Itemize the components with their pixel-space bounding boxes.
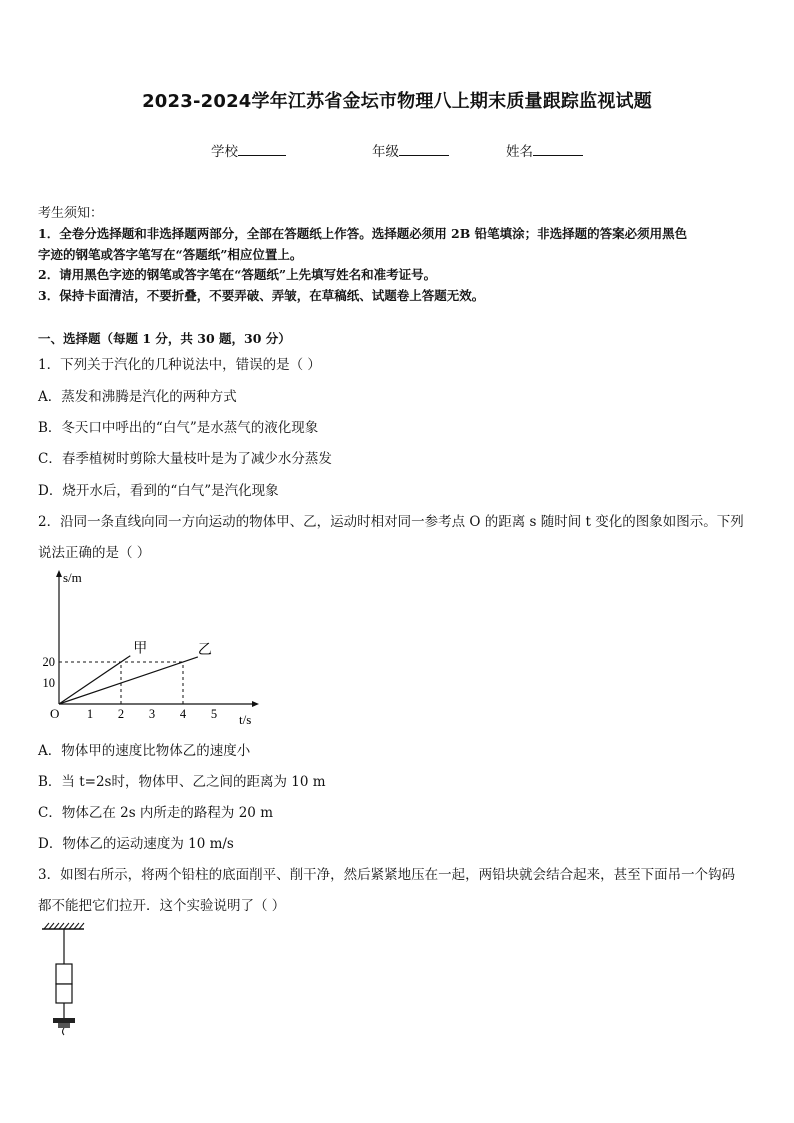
question-3-stem: 3．如图右所示，将两个铅柱的底面削平、削干净，然后紧紧地压在一起，两铅块就会结合起来，甚至下面吊一个钩码 xyxy=(38,867,736,883)
school-blank[interactable] xyxy=(238,141,286,156)
hook-weight-top xyxy=(53,1018,75,1023)
st-graph xyxy=(36,566,276,732)
series-line xyxy=(59,656,130,704)
question-1-option-b: B．冬天口中呼出的“白气”是水蒸气的液化现象 xyxy=(38,420,319,436)
x-axis-label: t/s xyxy=(239,712,252,727)
section-title: 一、选择题（每题 1 分，共 30 题，30 分） xyxy=(38,331,291,346)
grade-label: 年级 xyxy=(372,144,399,160)
y-tick-label: 20 xyxy=(42,655,55,669)
series-label: 甲 xyxy=(133,641,148,657)
y-axis-label: s/m xyxy=(63,570,82,585)
question-3-stem-cont: 都不能把它们拉开．这个实验说明了（ ） xyxy=(38,898,286,914)
series-label: 乙 xyxy=(197,642,212,658)
ceiling-hatch xyxy=(44,923,84,929)
question-2-option-b: B．当 t=2s时，物体甲、乙之间的距离为 10 m xyxy=(38,774,326,790)
lower-lead-cylinder xyxy=(56,984,72,1003)
question-2-stem-cont: 说法正确的是（ ） xyxy=(38,545,151,561)
lead-cylinder-illustration xyxy=(38,922,88,1037)
page-title: 2023-2024学年江苏省金坛市物理八上期末质量跟踪监视试题 xyxy=(142,91,652,112)
question-1-option-d: D．烧开水后，看到的“白气”是汽化现象 xyxy=(38,483,279,499)
origin-label: O xyxy=(50,706,60,721)
y-tick-label: 10 xyxy=(42,676,55,690)
hook-icon xyxy=(63,1028,65,1035)
series-line xyxy=(59,657,198,704)
question-2-stem: 2．沿同一条直线向同一方向运动的物体甲、乙，运动时相对同一参考点 O 的距离 s 随时间 t 变化的图象如图示。下列 xyxy=(38,514,744,530)
notice-heading: 考生须知： xyxy=(38,206,104,221)
question-1-stem: 1．下列关于汽化的几种说法中，错误的是（ ） xyxy=(38,357,321,373)
name-blank[interactable] xyxy=(533,141,583,156)
hook-weight-body xyxy=(58,1023,70,1028)
y-axis-arrow xyxy=(56,570,62,577)
notice-item: 2．请用黑色字迹的钢笔或答字笔在“答题纸”上先填写姓名和准考证号。 xyxy=(38,267,437,282)
x-tick-label: 1 xyxy=(86,707,94,721)
question-2-option-c: C．物体乙在 2s 内所走的路程为 20 m xyxy=(38,805,273,821)
notice-item: 字迹的钢笔或答字笔写在“答题纸”相应位置上。 xyxy=(38,247,303,262)
x-tick-label: 3 xyxy=(148,707,156,721)
question-2-option-d: D．物体乙的运动速度为 10 m/s xyxy=(38,836,234,852)
x-tick-label: 2 xyxy=(117,707,125,721)
school-label: 学校 xyxy=(211,144,238,160)
question-2-option-a: A．物体甲的速度比物体乙的速度小 xyxy=(38,743,251,759)
grade-field xyxy=(372,140,449,160)
notice-item: 3．保持卡面清洁，不要折叠，不要弄破、弄皱，在草稿纸、试题卷上答题无效。 xyxy=(38,288,485,303)
upper-lead-cylinder xyxy=(56,964,72,984)
question-1-option-c: C．春季植树时剪除大量枝叶是为了减少水分蒸发 xyxy=(38,451,332,467)
notice-item: 1．全卷分选择题和非选择题两部分，全部在答题纸上作答。选择题必须用 2B 铅笔填涂；非选择题的答案必须用黑色 xyxy=(38,226,688,241)
grade-blank[interactable] xyxy=(399,141,449,156)
school-field xyxy=(211,140,286,160)
x-tick-label: 5 xyxy=(210,707,218,721)
name-label: 姓名 xyxy=(506,144,533,160)
name-field xyxy=(506,140,583,160)
x-tick-label: 4 xyxy=(179,707,187,721)
question-1-option-a: A．蒸发和沸腾是汽化的两种方式 xyxy=(38,389,237,405)
x-axis-arrow xyxy=(252,701,259,707)
